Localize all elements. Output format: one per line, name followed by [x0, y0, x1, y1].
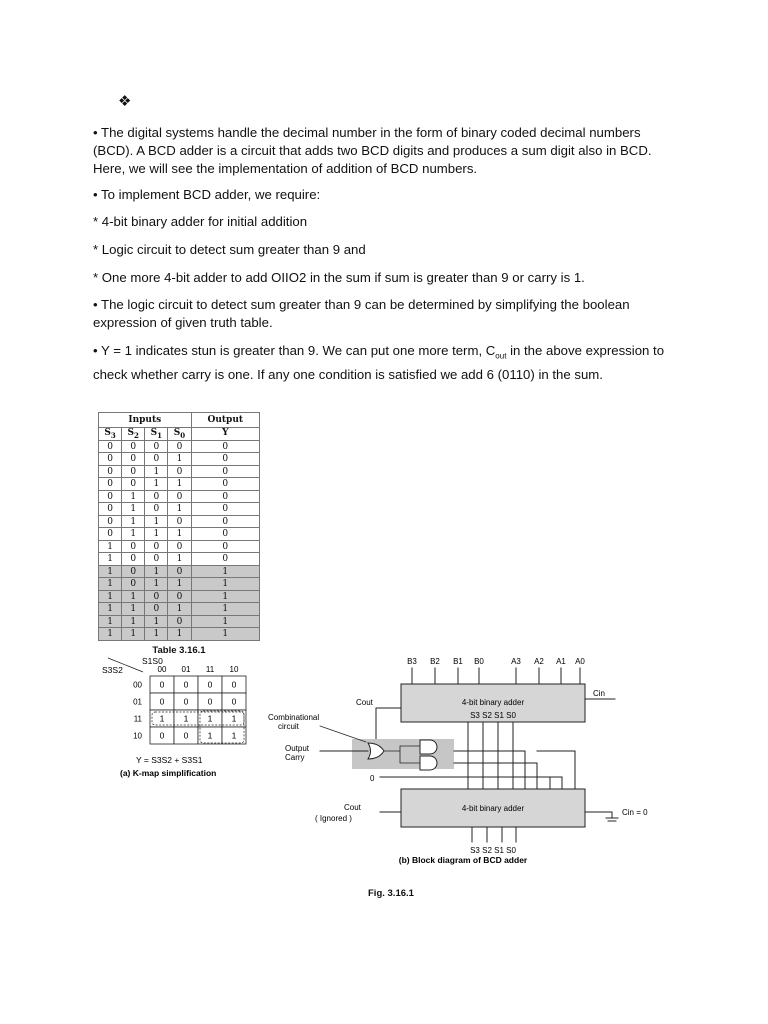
truth-table-figure [98, 412, 260, 656]
ignored-label: ( Ignored ) [315, 814, 352, 823]
cout-subscript: out [495, 351, 507, 361]
table-row [99, 540, 260, 553]
cin-zero-label: Cin = 0 [622, 808, 648, 817]
kmap-col-header: 01 [181, 665, 191, 674]
table-cell: 0 [122, 540, 145, 553]
lower-cout-label: Cout [344, 803, 361, 812]
requirement-item-2: * Logic circuit to detect sum greater than 9 and [93, 242, 366, 257]
table-cell: 0 [191, 540, 259, 553]
kmap-cell-value: 0 [183, 730, 189, 741]
output-label: Output [285, 744, 310, 753]
bcd-block-diagram [268, 650, 670, 875]
table-cell: 0 [168, 590, 191, 603]
table-cell: 0 [122, 553, 145, 566]
table-cell: 1 [145, 465, 168, 478]
table-cell: 0 [145, 590, 168, 603]
table-cell: 1 [168, 453, 191, 466]
table-caption: Table 3.16.1 [152, 644, 206, 656]
table-cell: 0 [122, 578, 145, 591]
table-row [99, 615, 260, 628]
table-cell: 1 [99, 590, 122, 603]
table-cell: 0 [191, 490, 259, 503]
table-cell: 1 [145, 478, 168, 491]
kmap-row-header: 00 [133, 680, 142, 690]
kmap-cell-value: 0 [159, 679, 165, 690]
and-gate-upper-icon [420, 740, 437, 754]
table-cell: 0 [99, 490, 122, 503]
last-para-text-a: • Y = 1 indicates stun is greater than 9. We can put one more term, C [93, 343, 496, 358]
cin-label: Cin [593, 689, 606, 698]
requirement-item-3: * One more 4-bit adder to add OIIO2 in the sum if sum is greater than 9 or carry is 1. [93, 270, 585, 285]
column-header-var: Y [222, 428, 229, 438]
kmap-figure [98, 648, 273, 783]
table-cell: 1 [99, 578, 122, 591]
carry-label: Carry [285, 753, 305, 762]
comb-pointer [320, 726, 366, 742]
table-cell: 0 [191, 453, 259, 466]
column-header [145, 428, 168, 441]
table-cell: 0 [122, 440, 145, 453]
table-cell: 0 [145, 440, 168, 453]
table-cell: 1 [122, 490, 145, 503]
kmap-cell-value: 0 [207, 679, 213, 690]
table-cell: 0 [145, 503, 168, 516]
kmap-cell-value: 0 [159, 696, 165, 707]
last-para-text-b: in the above expression to check whether carry is one. If any one condition is satisfied we add 6 (0110) in the sum. [93, 343, 665, 382]
table-row [99, 578, 260, 591]
table-row [99, 478, 260, 491]
table-cell: 1 [145, 615, 168, 628]
table-cell: 0 [168, 565, 191, 578]
table-cell: 1 [145, 565, 168, 578]
kmap-cell-value: 1 [159, 713, 165, 724]
table-cell: 1 [168, 578, 191, 591]
table-cell: 1 [145, 528, 168, 541]
and-gate-lower-icon [420, 756, 437, 770]
kmap-cell-value: 1 [207, 730, 213, 741]
table-cell: 1 [122, 528, 145, 541]
bottom-outputs [472, 827, 516, 842]
table-row [99, 590, 260, 603]
column-header-sub: 0 [180, 430, 186, 440]
cout-label: Cout [356, 698, 373, 707]
table-row [99, 503, 260, 516]
kmap-equation: Y = S3S2 + S3S1 [136, 755, 203, 765]
table-cell: 0 [145, 453, 168, 466]
table-cell: 0 [168, 540, 191, 553]
kmap-cell-value: 1 [207, 713, 213, 724]
comb-circuit-shading [352, 739, 454, 769]
table-cell: 0 [122, 453, 145, 466]
table-cell: 1 [99, 628, 122, 641]
paragraph-bcd-intro: • The digital systems handle the decimal number in the form of binary coded decimal numbers (BCD). A BCD adder is a circuit that adds two BCD digits and produces a sum digit also in BCD. Here, we will see the implementation of addition of BCD numbers. [93, 125, 652, 176]
kmap-row-header: 01 [133, 697, 142, 707]
table-cell: 1 [168, 628, 191, 641]
table-cell: 0 [191, 440, 259, 453]
table-cell: 1 [145, 515, 168, 528]
comb-label-2: circuit [278, 722, 299, 731]
kmap-cell-value: 1 [231, 730, 237, 741]
kmap-cell-value: 0 [159, 730, 165, 741]
kmap-col-header: 00 [157, 665, 167, 674]
table-row [99, 515, 260, 528]
table-cell: 0 [191, 528, 259, 541]
table-cell: 1 [168, 478, 191, 491]
table-cell: 0 [191, 465, 259, 478]
table-cell: 0 [168, 615, 191, 628]
column-header [99, 428, 122, 441]
table-cell: 1 [99, 540, 122, 553]
table-cell: 0 [191, 478, 259, 491]
table-cell: 1 [122, 628, 145, 641]
table-cell: 1 [145, 628, 168, 641]
table-cell: 0 [99, 440, 122, 453]
table-cell: 0 [168, 440, 191, 453]
table-cell: 1 [122, 503, 145, 516]
lower-adder-label: 4-bit binary adder [461, 804, 525, 813]
table-cell: 1 [99, 565, 122, 578]
table-cell: 1 [168, 603, 191, 616]
table-cell: 1 [99, 603, 122, 616]
table-row [99, 553, 260, 566]
table-cell: 0 [99, 515, 122, 528]
table-cell: 1 [99, 553, 122, 566]
table-cell: 1 [122, 590, 145, 603]
diamond-bullet-icon: ❖ [118, 92, 132, 110]
table-cell: 0 [168, 515, 191, 528]
table-cell: 0 [122, 465, 145, 478]
b-input-label: B0 [474, 657, 484, 666]
table-cell: 0 [122, 478, 145, 491]
table-cell: 1 [191, 603, 259, 616]
table-cell: 0 [99, 453, 122, 466]
table-cell: 1 [191, 590, 259, 603]
kmap-side-var: S3S2 [102, 665, 123, 675]
comb-label-1: Combinational [268, 713, 320, 722]
table-cell: 0 [191, 553, 259, 566]
zero-label: 0 [370, 774, 375, 783]
a-input-label: A2 [534, 657, 544, 666]
kmap-top-var: S1S0 [142, 656, 163, 666]
table-cell: 1 [99, 615, 122, 628]
table-cell: 1 [122, 515, 145, 528]
table-row [99, 453, 260, 466]
table-row [99, 528, 260, 541]
table-cell: 1 [168, 503, 191, 516]
table-cell: 0 [168, 465, 191, 478]
table-row [99, 565, 260, 578]
upper-adder-label: 4-bit binary adder [461, 698, 525, 707]
final-sum-label: S3 S2 S1 S0 [470, 846, 516, 855]
column-header-var: S [127, 428, 135, 438]
table-cell: 0 [191, 515, 259, 528]
table-cell: 0 [145, 540, 168, 553]
kmap-cell-value: 1 [183, 713, 189, 724]
paragraph-carry-term [93, 342, 673, 384]
column-header-sub: 2 [134, 430, 139, 440]
figure-caption: Fig. 3.16.1 [368, 888, 414, 899]
table-cell: 1 [191, 628, 259, 641]
table-cell: 0 [99, 503, 122, 516]
table-cell: 0 [122, 565, 145, 578]
a-input-label: A3 [511, 657, 521, 666]
table-row [99, 603, 260, 616]
top-inputs [407, 657, 585, 684]
column-header [168, 428, 191, 441]
table-cell: 0 [145, 490, 168, 503]
table-row [99, 465, 260, 478]
table-cell: 0 [168, 490, 191, 503]
a-input-label: A0 [575, 657, 585, 666]
paragraph-logic-circuit: • The logic circuit to detect sum greater than 9 can be determined by simplifying the boolean expression of given truth table. [93, 297, 630, 330]
kmap-cell-value: 0 [183, 696, 189, 707]
table-row [99, 440, 260, 453]
table-cell: 0 [145, 553, 168, 566]
kmap-cell-value: 0 [231, 679, 237, 690]
b-input-label: B3 [407, 657, 417, 666]
b-input-label: B1 [453, 657, 463, 666]
column-header-sub: 1 [157, 430, 163, 440]
upper-sum-label: S3 S2 S1 S0 [470, 711, 516, 720]
column-header-var: S [104, 428, 111, 438]
kmap-col-header: 10 [229, 665, 239, 674]
table-cell: 1 [191, 615, 259, 628]
table-cell: 1 [145, 578, 168, 591]
table-cell: 1 [122, 603, 145, 616]
kmap-caption: (a) K-map simplification [120, 768, 217, 778]
table-row [99, 628, 260, 641]
column-header-sub: 3 [110, 430, 116, 440]
kmap-cell-value: 1 [231, 713, 237, 724]
requirement-item-1: * 4-bit binary adder for initial addition [93, 214, 308, 229]
table-cell: 0 [145, 603, 168, 616]
table-row [99, 490, 260, 503]
b-input-label: B2 [430, 657, 440, 666]
table-cell: 1 [191, 565, 259, 578]
table-cell: 0 [191, 503, 259, 516]
inputs-header: Inputs [99, 413, 192, 428]
table-cell: 1 [168, 528, 191, 541]
paragraph-requirements: • To implement BCD adder, we require: [93, 187, 321, 202]
kmap-row-header: 10 [133, 731, 142, 741]
truth-table [98, 412, 260, 641]
column-header-var: S [150, 428, 158, 438]
a-input-label: A1 [556, 657, 566, 666]
table-cell: 1 [122, 615, 145, 628]
kmap-grid [133, 665, 246, 744]
kmap-row-header: 11 [133, 714, 142, 724]
table-cell: 0 [99, 528, 122, 541]
kmap-col-header: 11 [205, 665, 215, 674]
block-caption: (b) Block diagram of BCD adder [398, 855, 528, 865]
kmap-cell-value: 0 [183, 679, 189, 690]
kmap-cell-value: 0 [207, 696, 213, 707]
column-header-var: S [173, 428, 181, 438]
column-header [122, 428, 145, 441]
table-cell: 1 [191, 578, 259, 591]
table-cell: 0 [99, 478, 122, 491]
table-cell: 1 [168, 553, 191, 566]
table-cell: 0 [99, 465, 122, 478]
output-header: Output [191, 413, 259, 428]
kmap-cell-value: 0 [231, 696, 237, 707]
column-header [191, 428, 259, 441]
